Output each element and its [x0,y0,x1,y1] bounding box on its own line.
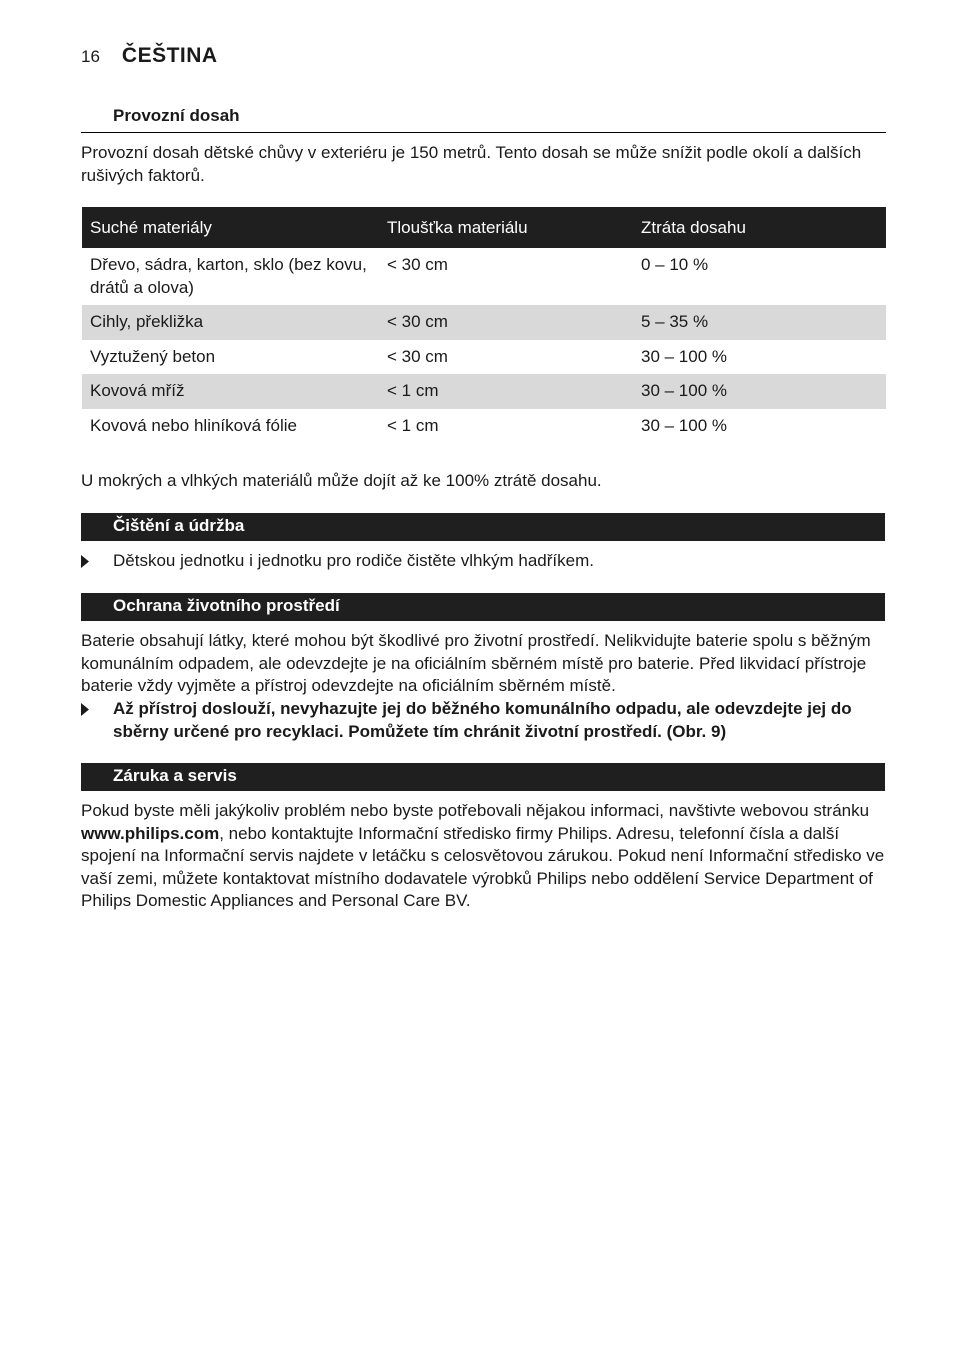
table-row [82,409,886,445]
table-cell: 30 – 100 % [641,346,728,366]
table-row [82,305,886,340]
environment-bullet-item [81,698,886,743]
warranty-text-after: , nebo kontaktujte Informační středisko firmy Philips. Adresu, telefonní čísla a další spojení na Informační servis najdete v letáčku s celosvětovou zárukou. Pokud není Informační středisko ve vaší zemi, můžete kontaktovat místního dodavatele výrobků Philips nebo oddělení Service Department of Philips Domestic Appliances and Personal Care BV. [81,823,885,910]
section-heading-range [81,106,886,133]
cleaning-bullet-item [81,550,886,573]
column-header: Ztráta dosahu [633,207,886,248]
section-heading-cleaning [81,513,885,541]
section-title-range: Provozní dosah [113,106,240,125]
cleaning-bullet-text: Dětskou jednotku i jednotku pro rodiče čistěte vlhkým hadříkem. [113,551,594,570]
table-cell: Cihly, překližka [82,305,379,340]
section-heading-warranty [81,763,885,791]
page-header [81,44,218,76]
language-title: ČEŠTINA [121,44,218,67]
table-row [82,340,886,375]
warranty-text-before: Pokud byste měli jakýkoliv problém nebo byste potřebovali nějakou informaci, navštivte webovou stránku [81,801,870,820]
bullet-triangle-icon [81,550,113,573]
range-note: U mokrých a vlhkých materiálů může dojít až ke 100% ztrátě dosahu. [81,471,602,490]
range-intro: Provozní dosah dětské chůvy v exteriéru je 150 metrů. Tento dosah se může snížit podle okolí a dalších rušivých faktorů. [81,143,862,185]
table-cell: 30 – 100 % [641,415,728,435]
environment-bullet-text: Až přístroj doslouží, nevyhazujte jej do běžného komunálního odpadu, ale odevzdejte jej do sběrny určené pro recyklaci. Pomůžete tím chránit životní prostředí. (Obr. 9) [113,699,852,741]
table-cell: < 30 cm [379,305,633,340]
table-cell: < 30 cm [387,255,448,274]
table-cell: Dřevo, sádra, karton, sklo (bez kovu, drátů a olova) [90,255,367,297]
table-cell: < 1 cm [379,374,633,409]
section-title-environment: Ochrana životního prostředí [113,596,340,615]
materials-table [82,207,886,445]
section-title-warranty: Záruka a servis [113,766,237,785]
page-number: 16 [81,47,100,66]
environment-paragraph: Baterie obsahují látky, které mohou být škodlivé pro životní prostředí. Nelikvidujte baterie spolu s běžným komunálním odpadem, ale odevzdejte je na oficiálním sběrném místě pro baterie. Před likvidací přístroje baterie vždy vyjměte a přístroj odevzdejte na oficiálním sběrném místě. [81,631,871,695]
table-cell: 30 – 100 % [633,374,886,409]
column-header: Tloušťka materiálu [379,207,633,248]
section-heading-environment [81,593,885,621]
table-row [82,248,886,305]
bullet-triangle-icon [81,698,113,743]
table-cell: < 1 cm [387,415,439,435]
table-cell: Kovová nebo hliníková fólie [90,415,297,435]
table-row [82,374,886,409]
table-header-row [82,207,886,248]
table-cell: 5 – 35 % [633,305,886,340]
warranty-paragraph [81,800,886,913]
column-header: Suché materiály [82,207,379,248]
section-title-cleaning: Čištění a údržba [113,516,245,535]
table-cell: < 30 cm [387,346,448,366]
table-cell: Kovová mříž [82,374,379,409]
table-cell: 0 – 10 % [641,255,709,274]
table-cell: Vyztužený beton [90,346,216,366]
philips-website-link[interactable]: www.philips.com [81,823,220,843]
